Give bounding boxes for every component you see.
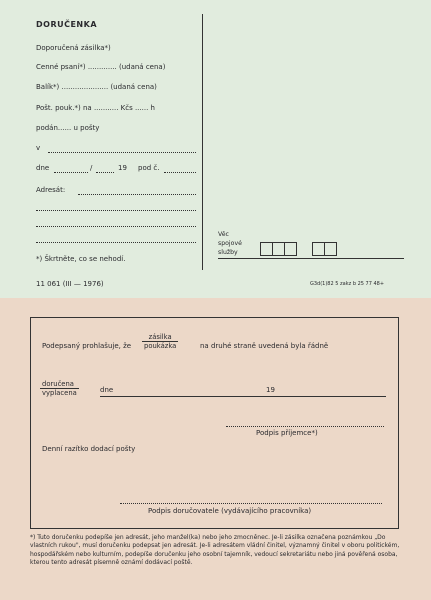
fraction-item: zásilka (142, 333, 178, 342)
delivered-paid-fraction (40, 380, 79, 397)
top-divider-line (202, 14, 203, 270)
service-box-3 (284, 242, 297, 256)
postal-matter-label-3: služby (218, 249, 238, 256)
deliverer-signature-label: Podpis doručovatele (vydávajícího pracovníka) (148, 507, 312, 515)
place-field (48, 152, 196, 153)
addressee-label: Adresát: (36, 186, 66, 194)
place-label: v (36, 144, 41, 152)
addressee-field-3 (36, 226, 196, 227)
fraction-order: poukázka (144, 342, 177, 350)
date-day-field (54, 172, 88, 173)
postal-order-line: Pošt. pouk.*) na ........... Kčs ...... h (36, 104, 155, 112)
number-field (164, 172, 196, 173)
number-label: pod č. (138, 164, 160, 172)
submitted-line: podán...... u pošty (36, 124, 100, 132)
date-slash: / (90, 164, 93, 172)
print-code: G3d(1)82 5 zakz b 25 77 48+ (310, 281, 385, 287)
bottom-date-label: dne (100, 386, 114, 394)
date-month-field (96, 172, 114, 173)
fraction-delivered: doručena (40, 380, 79, 389)
addressee-field-1 (78, 194, 196, 195)
post-office-stamp-label: Denní razítko dodací pošty (42, 445, 136, 453)
addressee-field-4 (36, 242, 196, 243)
date-year: 19 (118, 164, 127, 172)
recipient-signature-line (226, 426, 384, 427)
declaration-text-end: na druhé straně uvedená byla řádně (200, 342, 329, 350)
declaration-text: Podepsaný prohlašuje, že (42, 342, 132, 350)
postal-matter-label-1: Věc (218, 231, 229, 238)
strike-footnote: *) Škrtněte, co se nehodí. (36, 255, 126, 263)
deliverer-signature-line (120, 503, 382, 504)
form-number: 11 061 (III — 1976) (36, 280, 104, 288)
bottom-date-year: 19 (266, 386, 275, 394)
form-title: DORUČENKA (36, 20, 98, 29)
item-type-fraction (142, 333, 178, 350)
parcel-line: Balík*) ..................... (udaná cena) (36, 83, 157, 91)
service-box-5 (324, 242, 337, 256)
fraction-paid: vyplacena (42, 389, 77, 397)
signature-instructions: *) Tuto doručenku podepíše jen adresát, jeho manžel(ka) nebo jeho zmocněnec. Je-li zásilka označena poznámkou „Do vlastních rukou", musí doručenku podepsat jen adresát. Je-li adresátem vládní činitel, významný činitel v oboru politickém, hospodářském nebo kulturním, podepíše doručenku jeho osobní tajemník, vedoucí sekretariátu nebo jiná pověřená osoba, kterou tento adresát písemně oznámí dodávací poště. (30, 534, 400, 567)
valuable-letter-line: Cenné psaní*) ............. (udaná cena) (36, 63, 166, 71)
bottom-date-line (100, 396, 386, 397)
registered-item-label: Doporučená zásilka*) (36, 44, 111, 52)
service-underline (218, 258, 404, 259)
date-label: dne (36, 164, 50, 172)
postal-matter-label-2: spojové (218, 240, 242, 247)
recipient-signature-label: Podpis příjemce*) (256, 429, 318, 437)
addressee-field-2 (36, 210, 196, 211)
